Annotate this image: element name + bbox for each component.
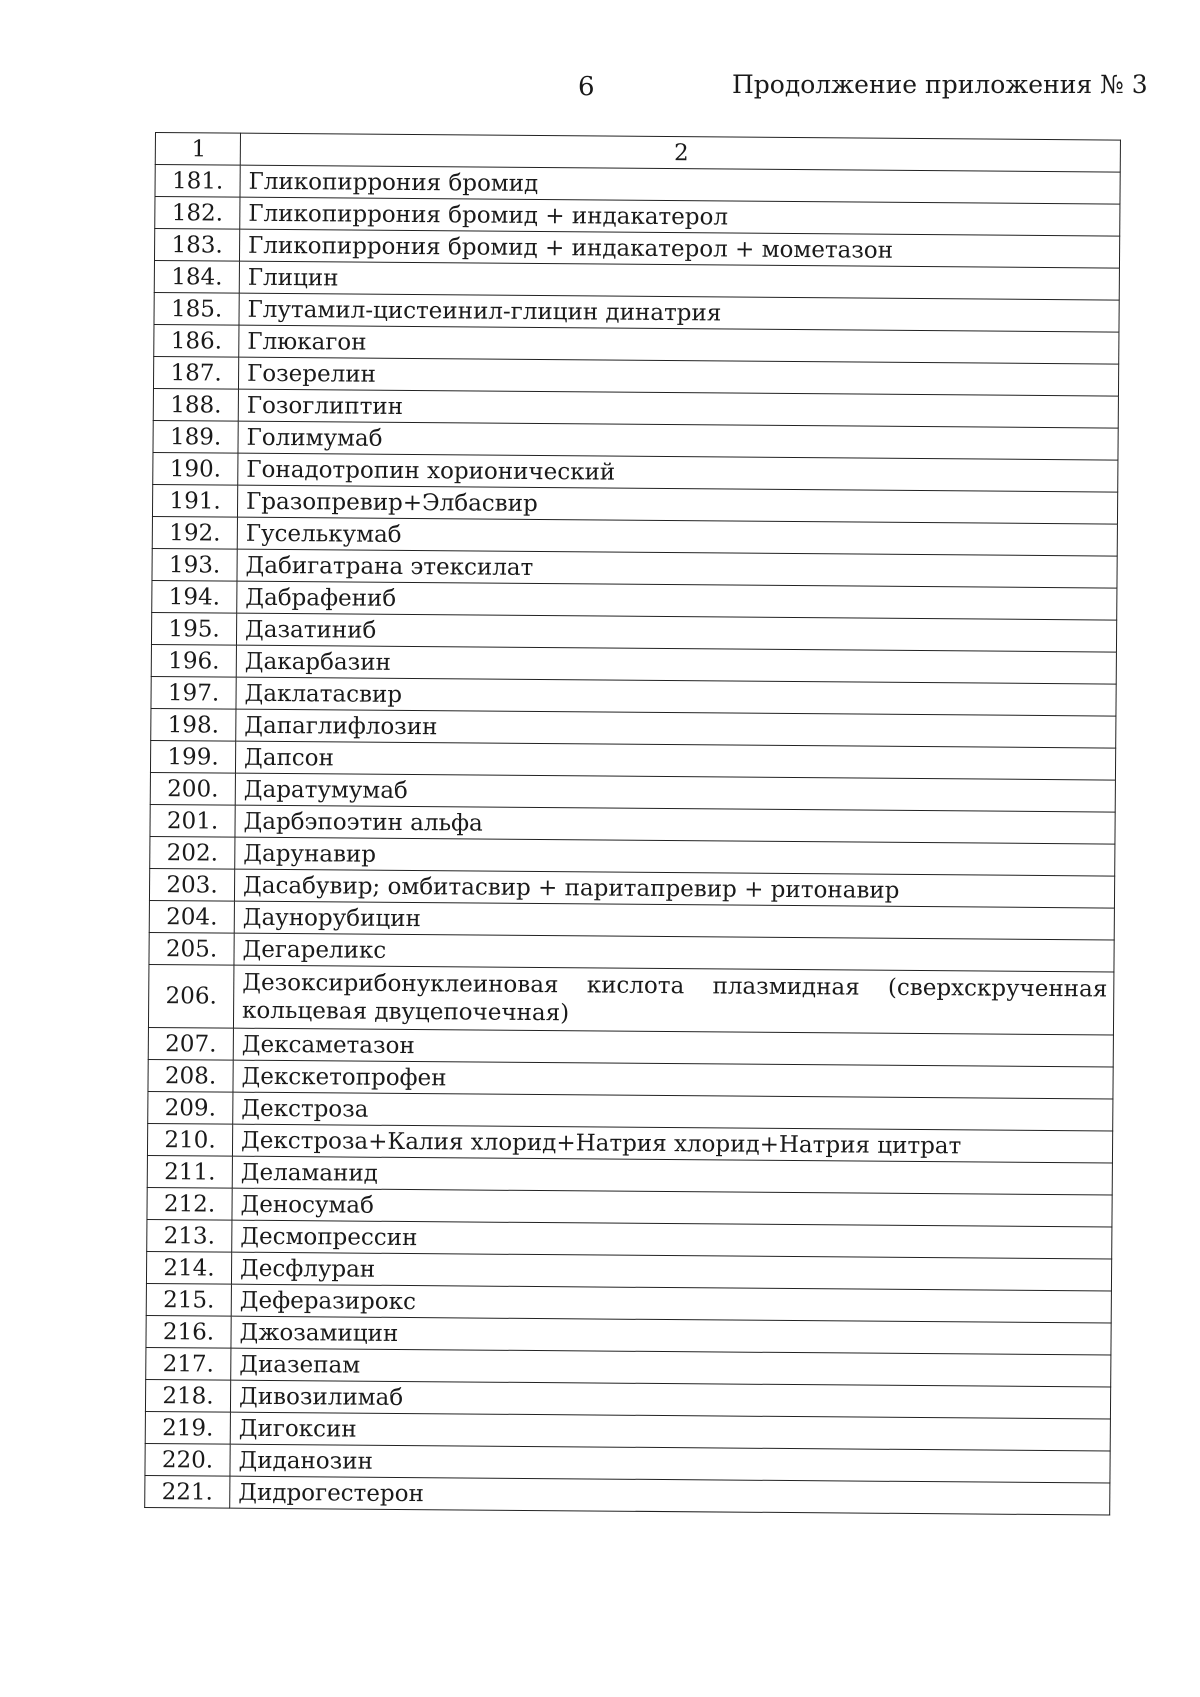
row-number: 215. <box>146 1283 231 1316</box>
row-number: 217. <box>146 1347 231 1380</box>
row-number: 191. <box>152 484 237 517</box>
drug-name: Дапсон <box>235 741 1115 780</box>
drug-list-table <box>144 132 1121 1516</box>
continuation-title: Продолжение приложения № 3 <box>732 70 1148 99</box>
row-number: 190. <box>153 452 238 485</box>
drug-name: Диазепам <box>231 1348 1111 1387</box>
drug-name: Дабрафениб <box>237 581 1117 620</box>
row-number: 199. <box>150 740 235 773</box>
drug-name: Даклатасвир <box>236 677 1116 716</box>
drug-name: Десфлуран <box>231 1252 1111 1291</box>
row-number: 208. <box>148 1059 233 1092</box>
drug-name: Дарунавир <box>235 837 1115 876</box>
drug-name: Дексаметазон <box>233 1028 1113 1067</box>
drug-name: Дегареликс <box>234 933 1114 972</box>
drug-name: Глюкагон <box>239 325 1119 364</box>
column-header-number: 1 <box>155 133 240 166</box>
drug-name: Дигоксин <box>230 1412 1110 1451</box>
drug-name: Дивозилимаб <box>230 1380 1110 1419</box>
row-number: 218. <box>145 1379 230 1412</box>
drug-name: Дидрогестерон <box>230 1476 1110 1515</box>
table-row <box>148 964 1113 1035</box>
drug-name: Даратумумаб <box>235 773 1115 812</box>
row-number: 185. <box>154 292 239 325</box>
row-number: 205. <box>149 932 234 965</box>
row-number: 182. <box>155 197 240 230</box>
row-number: 209. <box>148 1091 233 1124</box>
row-number: 207. <box>148 1027 233 1060</box>
drug-name: Голимумаб <box>238 421 1118 460</box>
column-header-name: 2 <box>240 133 1120 172</box>
drug-name: Дакарбазин <box>236 645 1116 684</box>
row-number: 194. <box>152 580 237 613</box>
row-number: 213. <box>147 1219 232 1252</box>
drug-name: Дапаглифлозин <box>236 709 1116 748</box>
row-number: 221. <box>145 1475 230 1508</box>
drug-name: Гликопиррония бромид + индакатерол <box>240 197 1120 236</box>
row-number: 212. <box>147 1187 232 1220</box>
row-number: 195. <box>151 612 236 645</box>
drug-name: Гозерелин <box>238 357 1118 396</box>
table-row <box>145 1475 1110 1515</box>
drug-name: Гозоглиптин <box>238 389 1118 428</box>
drug-name: Дезоксирибонуклеиновая кислота плазмидная (сверхскрученная кольцевая двуцепочечная) <box>233 965 1113 1035</box>
table-body <box>145 165 1121 1516</box>
drug-name: Гонадотропин хорионический <box>238 453 1118 492</box>
drug-name: Джозамицин <box>231 1316 1111 1355</box>
row-number: 192. <box>152 516 237 549</box>
row-number: 189. <box>153 420 238 453</box>
row-number: 201. <box>150 804 235 837</box>
drug-name: Дарбэпоэтин альфа <box>235 805 1115 844</box>
drug-name: Декстроза+Калия хлорид+Натрия хлорид+Натрия цитрат <box>232 1124 1112 1163</box>
row-number: 220. <box>145 1443 230 1476</box>
row-number: 214. <box>146 1251 231 1284</box>
row-number: 216. <box>146 1315 231 1348</box>
row-number: 211. <box>147 1155 232 1188</box>
drug-name: Декскетопрофен <box>233 1060 1113 1099</box>
drug-name: Десмопрессин <box>232 1220 1112 1259</box>
row-number: 196. <box>151 644 236 677</box>
row-number: 186. <box>154 324 239 357</box>
row-number: 187. <box>153 356 238 389</box>
drug-name: Деферазирокс <box>231 1284 1111 1323</box>
row-number: 202. <box>150 836 235 869</box>
row-number: 219. <box>145 1411 230 1444</box>
row-number: 197. <box>151 676 236 709</box>
drug-name: Дасабувир; омбитасвир + паритапревир + ритонавир <box>234 869 1114 908</box>
row-number: 203. <box>149 868 234 901</box>
row-number: 188. <box>153 388 238 421</box>
page-number: 6 <box>578 72 595 102</box>
row-number: 184. <box>154 260 239 293</box>
drug-name: Глицин <box>239 261 1119 300</box>
row-number: 206. <box>148 964 233 1028</box>
drug-name: Деносумаб <box>232 1188 1112 1227</box>
drug-name: Гликопиррония бромид + индакатерол + мометазон <box>239 229 1119 268</box>
row-number: 198. <box>151 708 236 741</box>
drug-name: Дазатиниб <box>236 613 1116 652</box>
row-number: 193. <box>152 548 237 581</box>
drug-name: Деламанид <box>232 1156 1112 1195</box>
row-number: 204. <box>149 900 234 933</box>
drug-name: Даунорубицин <box>234 901 1114 940</box>
row-number: 181. <box>155 165 240 198</box>
drug-name: Гразопревир+Элбасвир <box>237 485 1117 524</box>
row-number: 200. <box>150 772 235 805</box>
drug-name: Дабигатрана этексилат <box>237 549 1117 588</box>
drug-name: Гликопиррония бромид <box>240 165 1120 204</box>
drug-name: Декстроза <box>233 1092 1113 1131</box>
row-number: 210. <box>147 1123 232 1156</box>
row-number: 183. <box>154 229 239 262</box>
drug-name: Глутамил-цистеинил-глицин динатрия <box>239 293 1119 332</box>
drug-name: Гуселькумаб <box>237 517 1117 556</box>
drug-name: Диданозин <box>230 1444 1110 1483</box>
